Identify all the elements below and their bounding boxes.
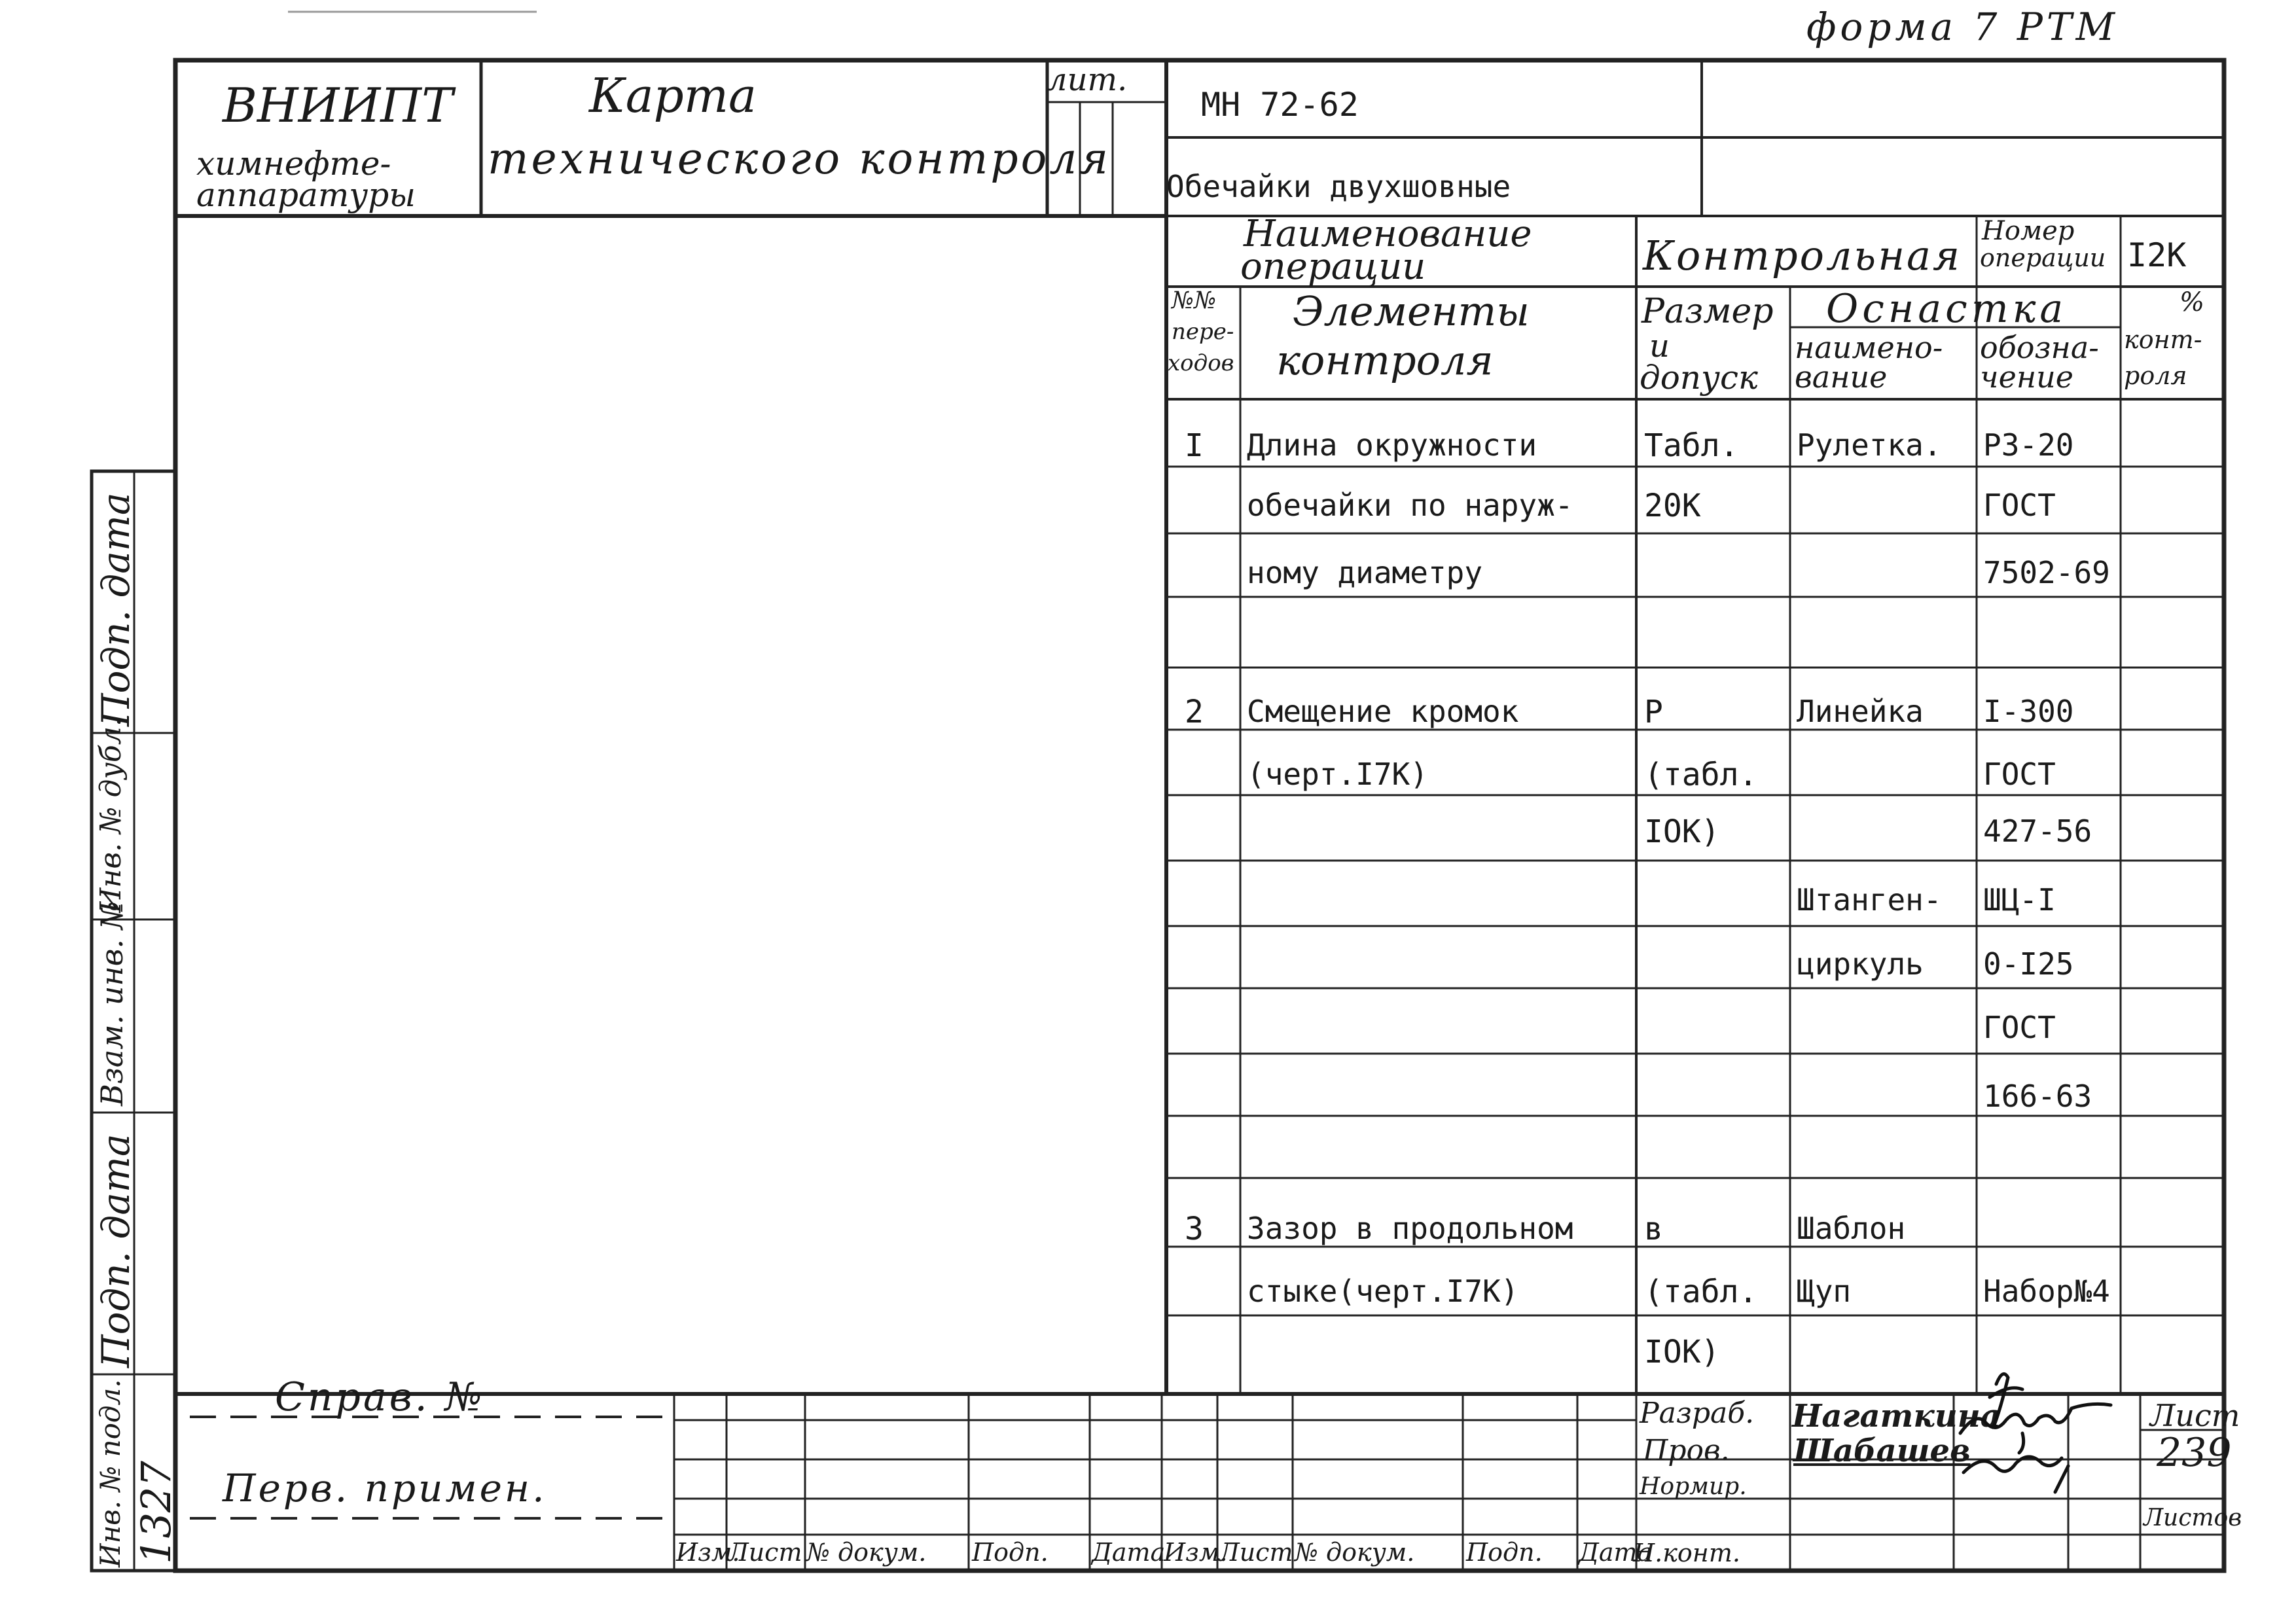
org-line-3: аппаратуры bbox=[196, 176, 416, 214]
sig-role-normir: Нормир. bbox=[1640, 1473, 1747, 1500]
col-transition-1: №№ bbox=[1172, 287, 1217, 314]
margin-label-vzam-inv: Взам. инв. № bbox=[94, 901, 130, 1106]
row-element: Зазор в продольном bbox=[1247, 1211, 1573, 1246]
operation-number-label-2: операции bbox=[1980, 243, 2106, 272]
row-tool-code: 0-I25 bbox=[1983, 946, 2074, 982]
row-element: Смещение кромок bbox=[1247, 694, 1519, 729]
col-size-1: Размер bbox=[1641, 292, 1774, 331]
col-tooling: Оснастка bbox=[1826, 286, 2068, 332]
col-tool-name-2: вание bbox=[1795, 359, 1888, 395]
row-tool-name: Линейка bbox=[1797, 694, 1924, 729]
row-tool-code: ГОСТ bbox=[1983, 757, 2056, 792]
margin-label-podp-data-1: Подп. дата bbox=[94, 492, 138, 726]
operation-name-label-1: Наименование bbox=[1244, 213, 1532, 255]
sheet-label: Лист bbox=[2150, 1398, 2240, 1433]
col-tool-code-2: чение bbox=[1980, 359, 2073, 395]
change-col-label: Изм. bbox=[1164, 1538, 1228, 1567]
row-element: стыке(черт.I7К) bbox=[1247, 1274, 1519, 1309]
change-col-label: Дата bbox=[1579, 1538, 1653, 1567]
row-size: 20К bbox=[1644, 488, 1701, 524]
change-col-label: Подп. bbox=[1466, 1538, 1543, 1567]
row-element: (черт.I7К) bbox=[1247, 757, 1428, 792]
change-col-label: № докум. bbox=[1295, 1538, 1415, 1567]
row-tool-name: циркуль bbox=[1797, 946, 1924, 982]
lit-label: лит. bbox=[1047, 62, 1128, 98]
row-size: (табл. bbox=[1644, 1274, 1758, 1310]
col-elements-2: контроля bbox=[1276, 336, 1494, 384]
row-size: (табл. bbox=[1644, 757, 1758, 793]
operation-number-label-1: Номер bbox=[1982, 216, 2075, 246]
row-tool-code: Набор№4 bbox=[1983, 1274, 2110, 1309]
row-element: обечайки по наруж- bbox=[1247, 488, 1573, 523]
row-tool-name: Щуп bbox=[1797, 1274, 1852, 1309]
row-size: в bbox=[1644, 1211, 1663, 1247]
sprav-label: Справ. № bbox=[275, 1374, 485, 1420]
doc-title-line-2: технического контроля bbox=[488, 134, 1111, 184]
change-col-label: Подп. bbox=[972, 1538, 1049, 1567]
form-label: форма 7 РТМ bbox=[1806, 5, 2119, 49]
row-tool-code: 7502-69 bbox=[1983, 555, 2110, 590]
col-transition-3: ходов bbox=[1168, 350, 1234, 376]
row-tool-code: ШЦ-I bbox=[1983, 882, 2056, 918]
row-element: Длина окружности bbox=[1247, 427, 1537, 463]
part-name: Обечайки двухшовные bbox=[1166, 169, 1511, 204]
change-col-label: Изм. bbox=[676, 1538, 740, 1567]
sig-name-razrab: Нагаткина bbox=[1792, 1398, 2001, 1435]
row-size: IOК) bbox=[1644, 813, 1720, 850]
row-tool-name: Рулетка. bbox=[1797, 427, 1942, 463]
sig-role-razrab: Разраб. bbox=[1640, 1397, 1755, 1430]
row-element: ному диаметру bbox=[1247, 555, 1483, 590]
col-percent-2: конт- bbox=[2124, 325, 2202, 354]
sig-role-prov: Пров. bbox=[1643, 1434, 1730, 1467]
col-tool-code-1: обозна- bbox=[1980, 330, 2099, 365]
row-size: Р bbox=[1644, 694, 1663, 730]
sig-role-nkont: Н.конт. bbox=[1633, 1539, 1740, 1567]
inv-number: 1327 bbox=[132, 1461, 180, 1564]
sheets-label: Листов bbox=[2144, 1505, 2242, 1531]
operation-number-value: I2К bbox=[2127, 236, 2187, 274]
row-tool-code: 166-63 bbox=[1983, 1079, 2092, 1114]
org-name: ВНИИПТ bbox=[223, 78, 454, 133]
operation-name-label-2: операции bbox=[1240, 245, 1426, 288]
perv-primen-label: Перв. примен. bbox=[223, 1466, 547, 1510]
margin-label-inv-podl: Инв. № подл. bbox=[94, 1379, 126, 1567]
change-col-label: Лист bbox=[1219, 1538, 1293, 1567]
change-col-label: № докум. bbox=[806, 1538, 927, 1567]
row-tool-code: ГОСТ bbox=[1983, 1010, 2056, 1045]
doc-title-line-1: Карта bbox=[589, 68, 757, 123]
col-percent-3: роля bbox=[2124, 361, 2187, 390]
row-size: IOК) bbox=[1644, 1334, 1720, 1370]
row-tool-name: Шаблон bbox=[1797, 1211, 1906, 1246]
col-elements-1: Элементы bbox=[1293, 287, 1530, 335]
sheet-number: 239 bbox=[2157, 1430, 2232, 1476]
signature-marks bbox=[1957, 1361, 2127, 1499]
col-transition-2: пере- bbox=[1172, 319, 1234, 345]
org-line-2: химнефте- bbox=[196, 145, 391, 183]
row-tool-code: 427-56 bbox=[1983, 813, 2092, 849]
col-percent-1: % bbox=[2179, 287, 2205, 317]
row-tool-code: I-300 bbox=[1983, 694, 2074, 729]
row-tool-name: Штанген- bbox=[1797, 882, 1942, 918]
doc-number: МН 72-62 bbox=[1201, 86, 1359, 124]
margin-label-podp-data-2: Подп. дата bbox=[94, 1133, 138, 1368]
col-size-3: допуск bbox=[1640, 359, 1758, 397]
margin-label-inv-dubl: Инв. № дубл. bbox=[94, 717, 128, 913]
col-tool-name-1: наимено- bbox=[1795, 330, 1943, 365]
row-transition: 3 bbox=[1185, 1211, 1204, 1247]
row-size: Табл. bbox=[1644, 427, 1739, 464]
col-size-2: и bbox=[1649, 328, 1670, 365]
row-tool-code: Р3-20 bbox=[1983, 427, 2074, 463]
sig-name-prov: Шабашев bbox=[1793, 1433, 1971, 1469]
change-col-label: Дата bbox=[1092, 1538, 1166, 1567]
change-col-label: Лист bbox=[728, 1538, 802, 1567]
row-transition: I bbox=[1185, 427, 1204, 464]
row-transition: 2 bbox=[1185, 694, 1204, 730]
operation-name-value: Контрольная bbox=[1643, 232, 1962, 279]
row-tool-code: ГОСТ bbox=[1983, 488, 2056, 523]
